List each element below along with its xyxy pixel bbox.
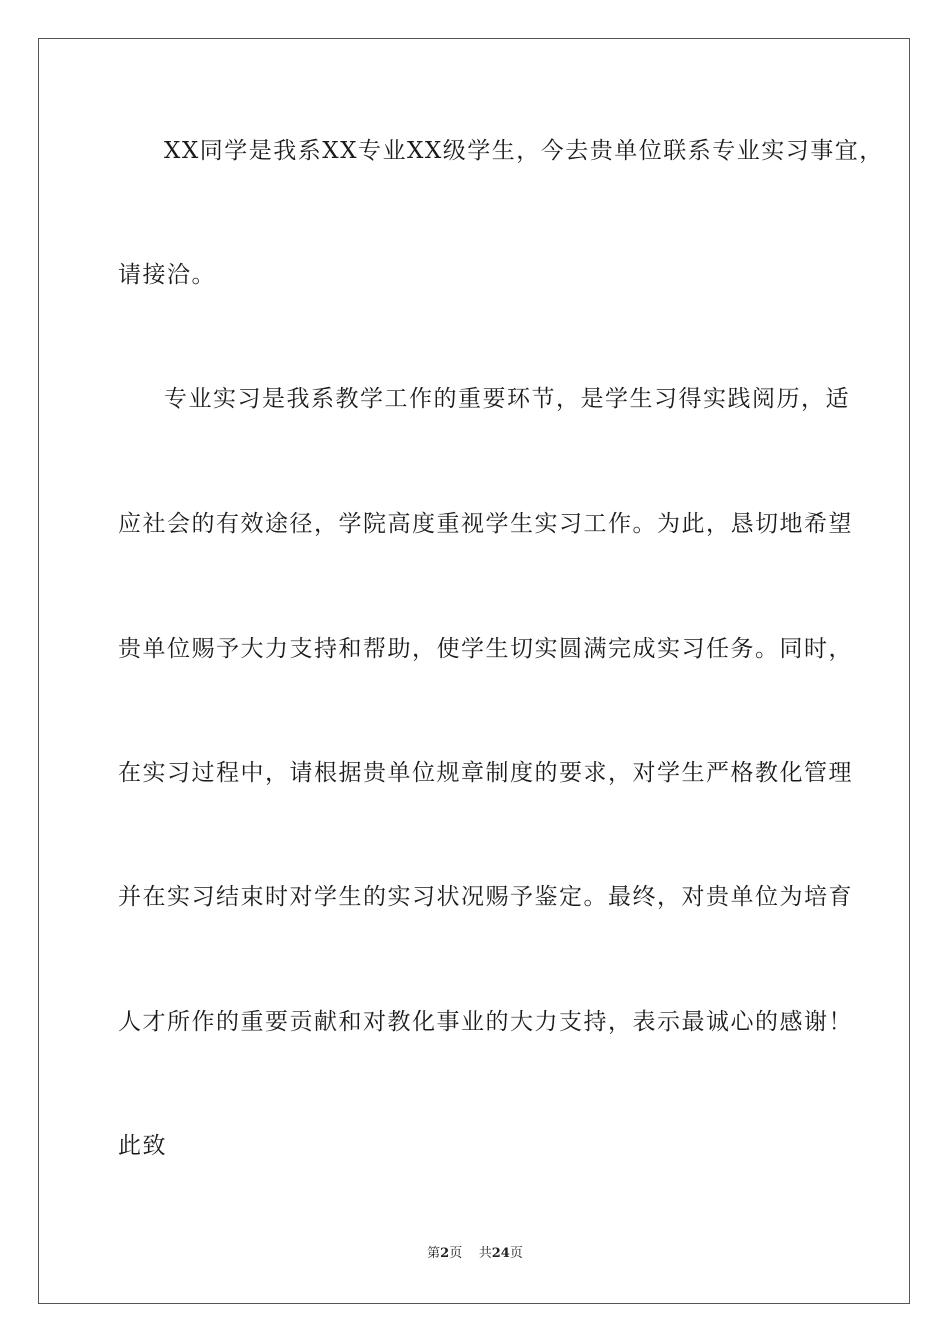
paragraph-line-3: 专业实习是我系教学工作的重要环节，是学生习得实践阅历，适: [164, 386, 850, 412]
paragraph-line-8: 人才所作的重要贡献和对教化事业的大力支持，表示最诚心的感谢！: [118, 1009, 853, 1035]
paragraph-line-2: 请接洽。: [118, 262, 216, 288]
closing-line: 此致: [118, 1133, 167, 1159]
paragraph-line-1: XX同学是我系XX专业XX级学生，今去贵单位联系专业实习事宜，: [164, 138, 884, 164]
total-suffix: 页: [509, 1246, 523, 1261]
page-footer: [0, 1245, 950, 1263]
page-suffix: 页: [449, 1246, 463, 1261]
page-prefix: 第: [427, 1246, 441, 1261]
paragraph-line-6: 在实习过程中，请根据贵单位规章制度的要求，对学生严格教化管理: [118, 760, 853, 786]
paragraph-line-7: 并在实习结束时对学生的实习状况赐予鉴定。最终，对贵单位为培育: [118, 884, 853, 910]
page-number: 2: [440, 1246, 450, 1261]
total-prefix: 共: [478, 1246, 492, 1261]
total-pages: 24: [491, 1246, 510, 1261]
paragraph-line-5: 贵单位赐予大力支持和帮助，使学生切实圆满完成实习任务。同时，: [118, 636, 853, 662]
paragraph-line-4: 应社会的有效途径，学院高度重视学生实习工作。为此，恳切地希望: [118, 511, 853, 537]
page-frame: [38, 38, 910, 1304]
